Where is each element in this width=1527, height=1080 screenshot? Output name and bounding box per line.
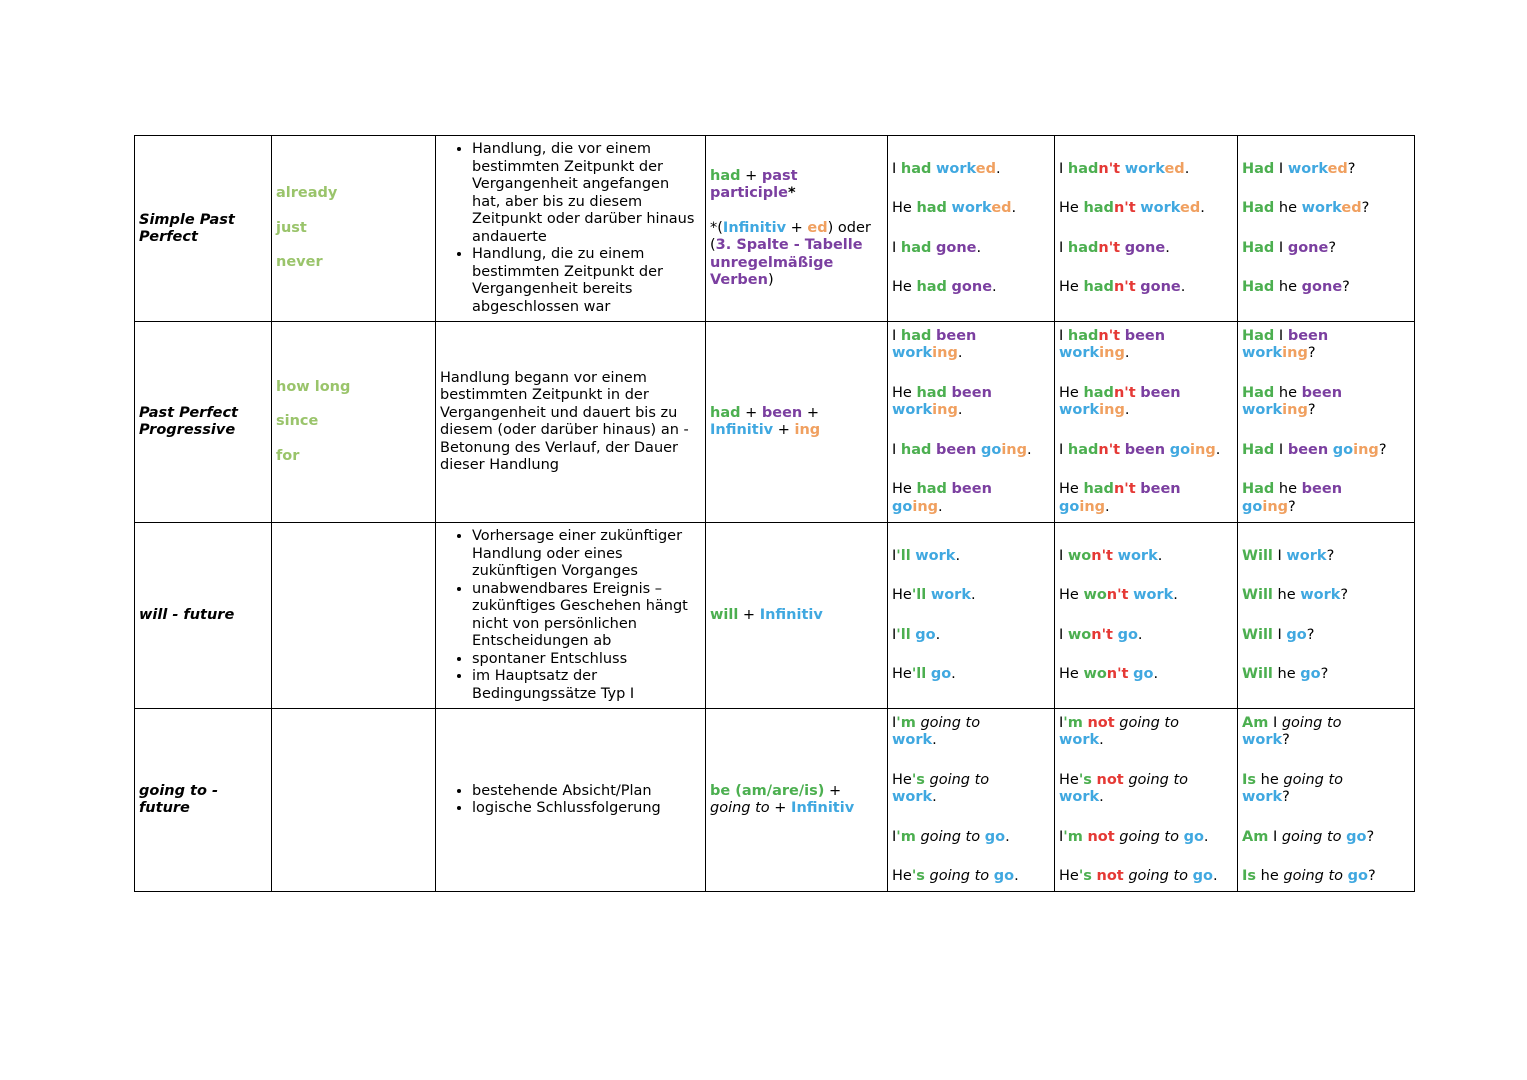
negative-cell [1055, 136, 1238, 322]
example-sentence: He hadn't worked. [1059, 200, 1205, 216]
example-sentence: Am I going to work? [1242, 714, 1342, 748]
example-sentence: Had he been going? [1242, 481, 1343, 515]
example-sentence: Had I been going? [1242, 441, 1387, 458]
example-sentence: He hadn't been working. [1059, 384, 1181, 419]
example-sentence: He had worked. [892, 200, 1017, 216]
question-cell [1238, 322, 1415, 523]
usage-item: • Vorhersage einer zukünftiger Handlung oder eines zukünftigen Vorganges [472, 528, 701, 581]
tense-name: Simple Past Perfect [135, 136, 272, 322]
usage-item: • Handlung, die zu einem bestimmten Zeitpunkt der Vergangenheit bereits abgeschlossen war [472, 246, 701, 316]
signal-word: since [276, 413, 319, 430]
example-sentence: I had been going. [892, 441, 1032, 458]
example-sentence: He hadn't been going. [1059, 481, 1181, 515]
example-sentence: He had gone. [892, 279, 997, 295]
tense-name: Past Perfect Progressive [135, 322, 272, 523]
example-sentence: He had been working. [892, 384, 992, 419]
example-sentence: Will he go? [1242, 666, 1329, 682]
signal-words [272, 136, 436, 322]
signal-word: never [276, 254, 323, 271]
example-sentence: I'll work. [892, 547, 961, 564]
example-sentence: I'll go. [892, 626, 941, 643]
form-cell: had + past participle* *(Infinitiv + ed) oder (3. Spalte - Tabelle unregelmäßige Verben) [706, 136, 888, 322]
example-sentence: Had he gone? [1242, 279, 1350, 295]
example-sentence: I'm going to work. [892, 714, 981, 748]
example-sentence: He's not going to go. [1059, 868, 1218, 884]
example-sentence: Had I worked? [1242, 160, 1356, 177]
example-sentence: Will I work? [1242, 547, 1335, 564]
example-sentence: Had he been working? [1242, 384, 1343, 419]
example-sentence: I had been working. [892, 327, 977, 362]
affirmative-cell [888, 709, 1055, 892]
tense-name: will - future [135, 523, 272, 709]
signal-word: already [276, 185, 338, 202]
example-sentence: I hadn't gone. [1059, 239, 1170, 256]
signal-words [272, 322, 436, 523]
signal-word: how long [276, 378, 351, 395]
affirmative-cell [888, 523, 1055, 709]
example-sentence: I'm going to go. [892, 828, 1010, 845]
example-sentence: I had worked. [892, 160, 1001, 177]
example-sentence: He's going to go. [892, 868, 1019, 884]
usage-cell: Handlung begann vor einem bestimmten Zeitpunkt in der Vergangenheit und dauert bis zu diesem (oder darüber hinaus) an - Betonung des Verlauf, der Dauer dieser Handlung [436, 322, 706, 523]
example-sentence: I had gone. [892, 239, 982, 256]
question-cell [1238, 709, 1415, 892]
example-sentence: I'm not going to go. [1059, 828, 1209, 845]
usage-item: • unabwendbares Ereignis – zukünftiges Geschehen hängt nicht von persönlichen Entscheidungen ab [472, 581, 701, 651]
usage-cell [436, 523, 706, 709]
form-cell: will + Infinitiv [706, 523, 888, 709]
example-sentence: Will he work? [1242, 587, 1349, 603]
usage-item: • Handlung, die vor einem bestimmten Zeitpunkt der Vergangenheit angefangen hat, aber bis zu diesem Zeitpunkt oder darüber hinaus andauerte [472, 141, 701, 246]
negative-cell [1055, 523, 1238, 709]
example-sentence: He won't work. [1059, 587, 1178, 603]
usage-item: • bestehende Absicht/Plan [472, 783, 701, 801]
example-sentence: Will I go? [1242, 626, 1315, 643]
tense-name: going to - future [135, 709, 272, 892]
example-sentence: I hadn't worked. [1059, 160, 1190, 177]
example-sentence: He's not going to work. [1059, 771, 1189, 805]
example-sentence: He won't go. [1059, 666, 1159, 682]
example-sentence: He's going to work. [892, 771, 990, 805]
usage-cell [436, 709, 706, 892]
signal-word: just [276, 219, 307, 236]
usage-item: • im Hauptsatz der Bedingungssätze Typ I [472, 668, 701, 703]
table-row [135, 322, 1415, 523]
example-sentence: He hadn't gone. [1059, 279, 1186, 295]
example-sentence: He'll go. [892, 666, 956, 682]
example-sentence: I hadn't been working. [1059, 327, 1166, 362]
example-sentence: I'm not going to work. [1059, 714, 1179, 748]
example-sentence: He had been going. [892, 481, 992, 515]
example-sentence: I won't work. [1059, 547, 1163, 564]
signal-word: for [276, 447, 300, 464]
example-sentence: Had I gone? [1242, 239, 1337, 256]
usage-item: • logische Schlussfolgerung [472, 800, 701, 818]
example-sentence: Is he going to work? [1242, 771, 1344, 805]
tense-table [134, 135, 1415, 892]
table-row [135, 136, 1415, 322]
example-sentence: I won't go. [1059, 626, 1143, 643]
example-sentence: He'll work. [892, 587, 976, 603]
example-sentence: Had he worked? [1242, 200, 1370, 216]
example-sentence: Am I going to go? [1242, 828, 1375, 845]
usage-cell [436, 136, 706, 322]
form-cell: be (am/are/is) + going to + Infinitiv [706, 709, 888, 892]
affirmative-cell [888, 136, 1055, 322]
example-sentence: Is he going to go? [1242, 868, 1376, 884]
form-cell: had + been + Infinitiv + ing [706, 322, 888, 523]
signal-words [272, 709, 436, 892]
question-cell [1238, 136, 1415, 322]
example-sentence: Had I been working? [1242, 327, 1329, 362]
table-row [135, 523, 1415, 709]
negative-cell [1055, 322, 1238, 523]
affirmative-cell [888, 322, 1055, 523]
negative-cell [1055, 709, 1238, 892]
question-cell [1238, 523, 1415, 709]
example-sentence: I hadn't been going. [1059, 441, 1221, 458]
table-row [135, 709, 1415, 892]
usage-item: • spontaner Entschluss [472, 651, 701, 669]
signal-words [272, 523, 436, 709]
